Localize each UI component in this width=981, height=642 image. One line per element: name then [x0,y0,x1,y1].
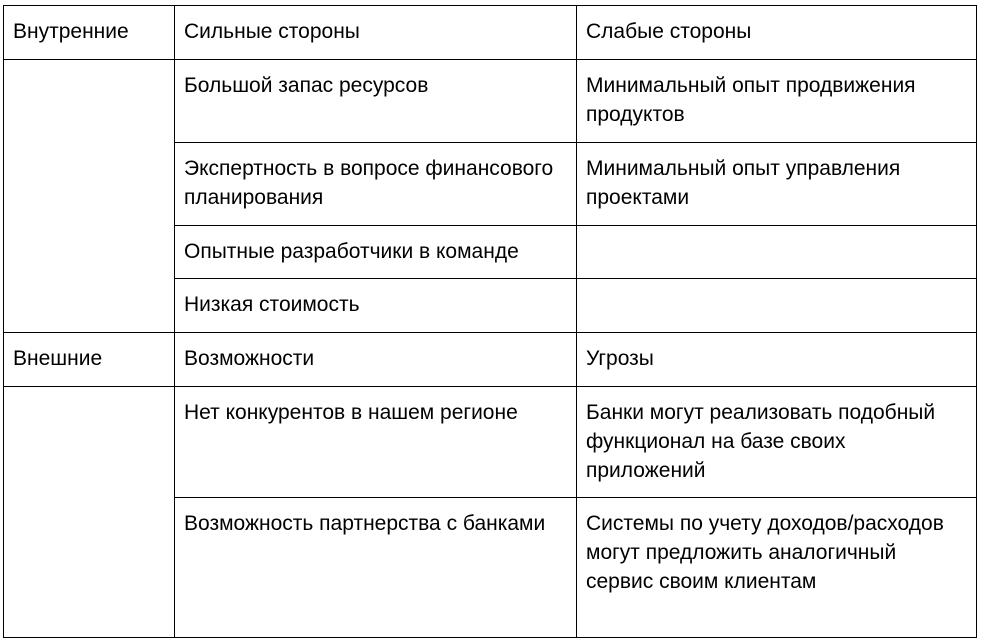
strength-cell: Низкая стоимость [175,279,577,333]
internal-blank-cell [4,60,175,333]
external-blank-cell [4,387,175,638]
threats-header: Угрозы [577,333,977,387]
strength-cell: Экспертность в вопросе финансового планирования [175,143,577,226]
swot-table [3,5,977,638]
weakness-cell: Минимальный опыт управления проектами [577,143,977,226]
internal-header-row [4,6,977,60]
weakness-cell: Минимальный опыт продвижения продуктов [577,60,977,143]
strength-cell: Опытные разработчики в команде [175,226,577,279]
weakness-cell [577,279,977,333]
external-label: Внешние [4,333,175,387]
opportunity-cell: Возможность партнерства с банками [175,498,577,638]
opportunities-header: Возможности [175,333,577,387]
strengths-header: Сильные стороны [175,6,577,60]
weakness-cell [577,226,977,279]
threat-cell: Системы по учету доходов/расходов могут предложить аналогичный сервис своим клиентам [577,498,977,638]
table-row [4,60,977,143]
table-row [4,387,977,498]
opportunity-cell: Нет конкурентов в нашем регионе [175,387,577,498]
internal-label: Внутренние [4,6,175,60]
strength-cell: Большой запас ресурсов [175,60,577,143]
weaknesses-header: Слабые стороны [577,6,977,60]
external-header-row [4,333,977,387]
threat-cell: Банки могут реализовать подобный функционал на базе своих приложений [577,387,977,498]
